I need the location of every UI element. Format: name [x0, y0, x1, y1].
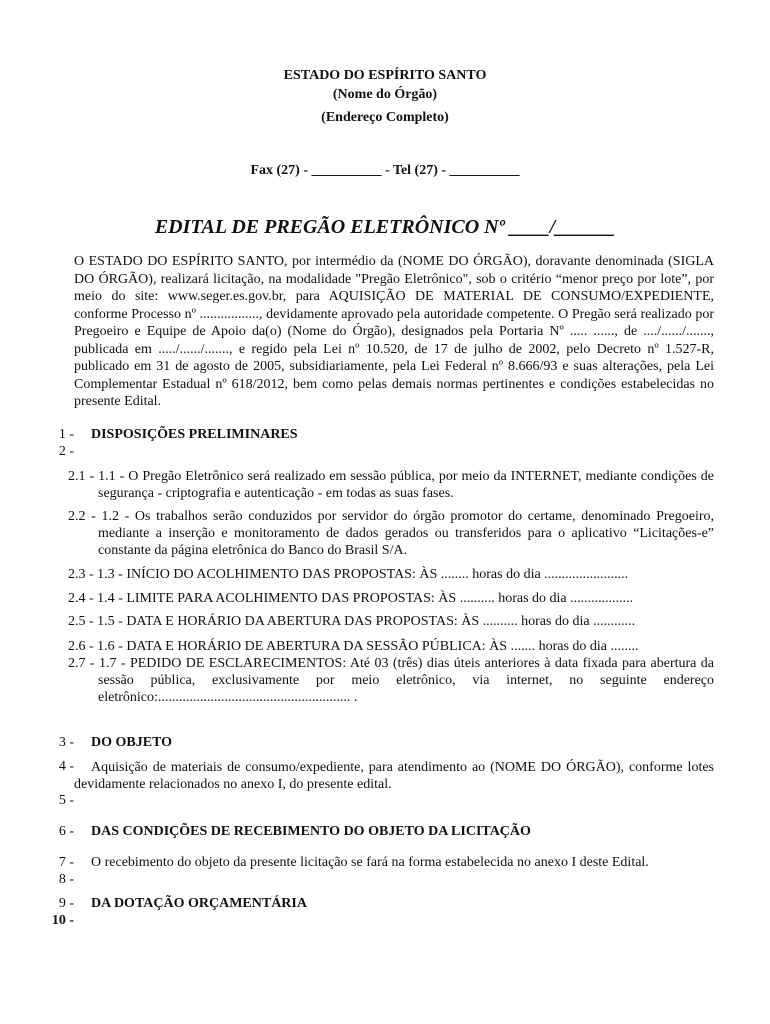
section-number: 3 -	[58, 735, 74, 750]
section-number: 4 -	[58, 759, 74, 774]
section-number: 8 -	[58, 872, 74, 887]
contact-line: Fax (27) - __________ - Tel (27) - __________	[250, 163, 520, 178]
state-name: ESTADO DO ESPÍRITO SANTO	[283, 68, 487, 83]
list-item: 2.2 - 1.2 - Os trabalhos serão conduzidos por servidor do órgão promotor do certame, denominado Pregoeiro, mediante a inserção e monitoramento de dados gerados ou transferidos para o aplicativo “Licitações-e” constante da página eletrônica do Banco do Brasil S/A.	[68, 509, 714, 558]
section-number: 1 -	[58, 427, 74, 442]
list-item: 2.6 - 1.6 - DATA E HORÁRIO DE ABERTURA DA SESSÃO PÚBLICA: ÀS ....... horas do dia ........	[68, 639, 639, 654]
list-item: 2.7 - 1.7 - PEDIDO DE ESCLARECIMENTOS: Até 03 (três) dias úteis anteriores à data fixada para abertura da sessão pública, exclusivamente por meio eletrônico, via internet, no seguinte endereço eletrônico:....................................................... .	[68, 656, 714, 705]
intro-paragraph	[74, 253, 714, 411]
list-item: 2.4 - 1.4 - LIMITE PARA ACOLHIMENTO DAS PROPOSTAS: ÀS .......... horas do dia ..................	[68, 591, 634, 606]
section-title: DA DOTAÇÃO ORÇAMENTÁRIA	[91, 896, 307, 911]
organ-name: (Nome do Órgão)	[332, 87, 438, 102]
list-item: 2.1 - 1.1 - O Pregão Eletrônico será realizado em sessão pública, por meio da INTERNET, mediante condições de segurança - criptografia e autenticação - em todas as suas fases.	[68, 469, 714, 501]
section-title: DISPOSIÇÕES PRELIMINARES	[91, 427, 298, 442]
section-number: 7 -	[58, 855, 74, 870]
section-number: 2 -	[58, 444, 74, 459]
intro-text: O ESTADO DO ESPÍRITO SANTO, por intermédio da (NOME DO ÓRGÃO), doravante denominada (SIGLA DO ÓRGÃO), realizará licitação, na modalidade "Pregão Eletrônico", sob o critério “menor preço por lote”, por meio do site: www.seger.es.gov.br, para AQUISIÇÃO DE MATERIAL DE CONSUMO/EXPEDIENTE, conforme Processo nº ................., devidamente aprovado pela autoridade competente. O Pregão será realizado por Pregoeiro e Equipe de Apoio da(o) (Nome do Órgão), designados pela Portaria Nº ..... ......, de ..../....../......., publicada em ...../....../......., e regido pela Lei nº 10.520, de 17 de julho de 2002, pelo Decreto nº 1.527-R, publicado em 31 de agosto de 2005, subsidiariamente, pela Lei Federal nº 8.666/93 e suas alterações, pela Lei Complementar Estadual nº 618/2012, bem como pelas demais normas pertinentes e condições estabelecidas no presente Edital.	[74, 254, 714, 409]
receipt-paragraph: O recebimento do objeto da presente licitação se fará na forma estabelecida no anexo I deste Edital.	[91, 855, 649, 870]
section-number: 5 -	[58, 793, 74, 808]
object-paragraph: Aquisição de materiais de consumo/expediente, para atendimento ao (NOME DO ÓRGÃO), conforme lotes devidamente relacionados no anexo I, do presente edital.	[74, 760, 714, 792]
list-item: 2.5 - 1.5 - DATA E HORÁRIO DA ABERTURA DAS PROPOSTAS: ÀS .......... horas do dia ............	[68, 614, 636, 629]
section-number: 6 -	[58, 824, 74, 839]
section-number: 9 -	[58, 896, 74, 911]
list-item: 2.3 - 1.3 - INÍCIO DO ACOLHIMENTO DAS PROPOSTAS: ÀS ........ horas do dia ........................	[68, 567, 629, 582]
section-title: DAS CONDIÇÕES DE RECEBIMENTO DO OBJETO DA LICITAÇÃO	[91, 824, 531, 839]
section-title: DO OBJETO	[91, 735, 173, 750]
organ-address: (Endereço Completo)	[321, 110, 449, 125]
section-number: 10 -	[51, 913, 74, 928]
document-title: EDITAL DE PREGÃO ELETRÔNICO Nº ____/______	[154, 216, 616, 238]
